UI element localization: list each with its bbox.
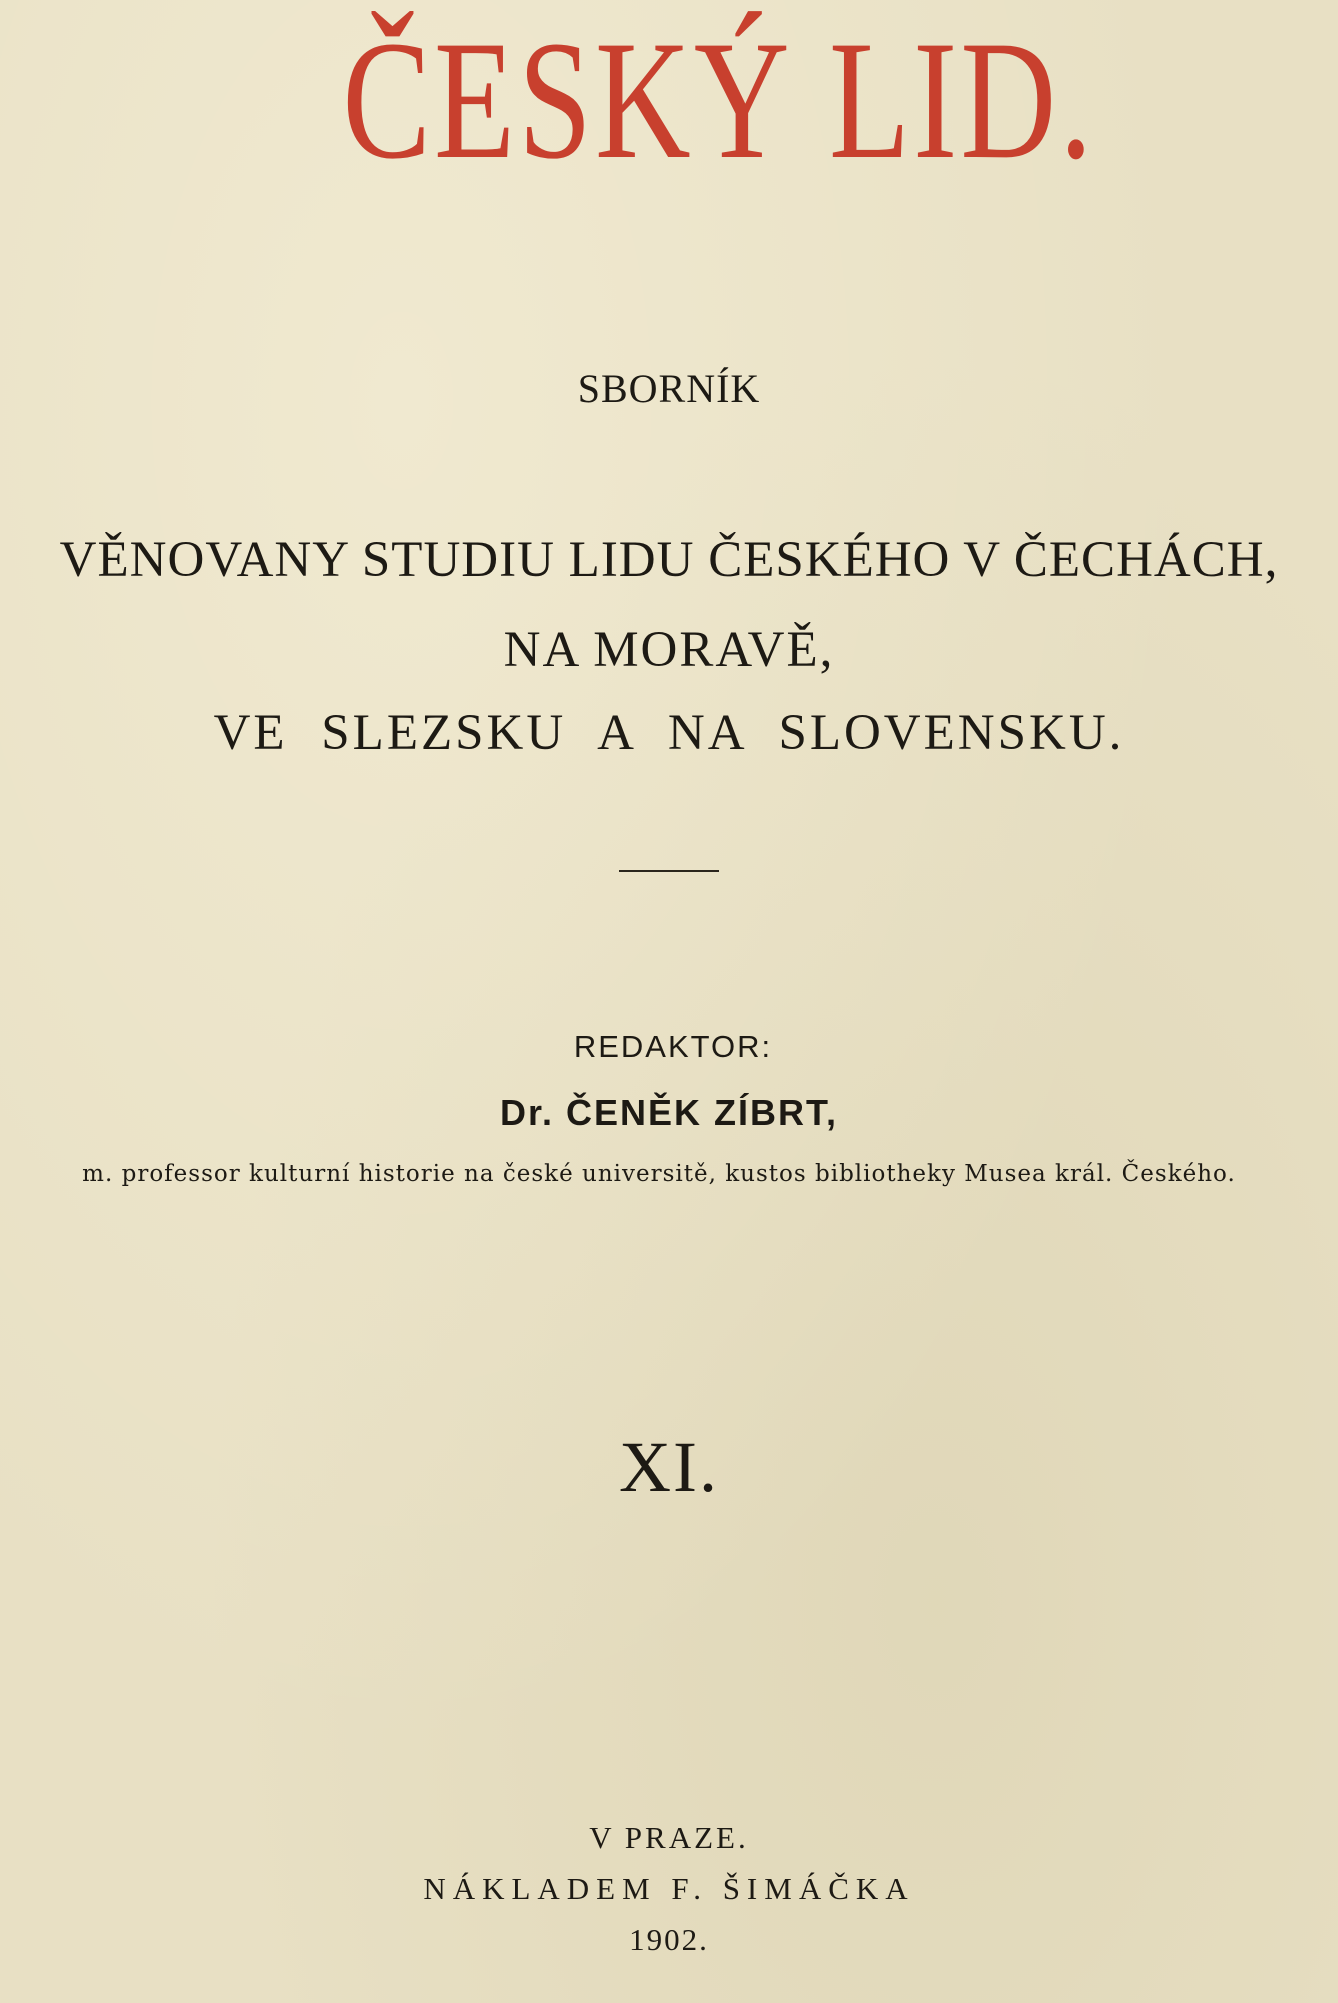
subtitle-line-1: VĚNOVANY STUDIU LIDU ČESKÉHO V ČECHÁCH, [59,532,1279,588]
imprint-place: V PRAZE. [589,1820,749,1855]
publication-kind: SBORNÍK [577,366,761,411]
divider-rule [619,870,719,872]
imprint-publisher: NÁKLADEM F. ŠIMÁČKA [423,1871,915,1906]
editor-name: Dr. ČENĚK ZÍBRT, [499,1092,839,1133]
subtitle-line-2: NA MORAVĚ, [503,622,835,678]
subtitle-line-3: VE SLEZSKU A NA SLOVENSKU. [213,705,1125,761]
editor-label: REDAKTOR: [573,1029,773,1064]
imprint-year: 1902. [629,1922,709,1957]
volume-number: XI. [619,1427,719,1507]
journal-title: ČESKÝ LID. [342,6,1096,194]
editor-description: m. professor kulturní historie na české universitě, kustos bibliotheky Musea král. Českého. [82,1161,1236,1187]
